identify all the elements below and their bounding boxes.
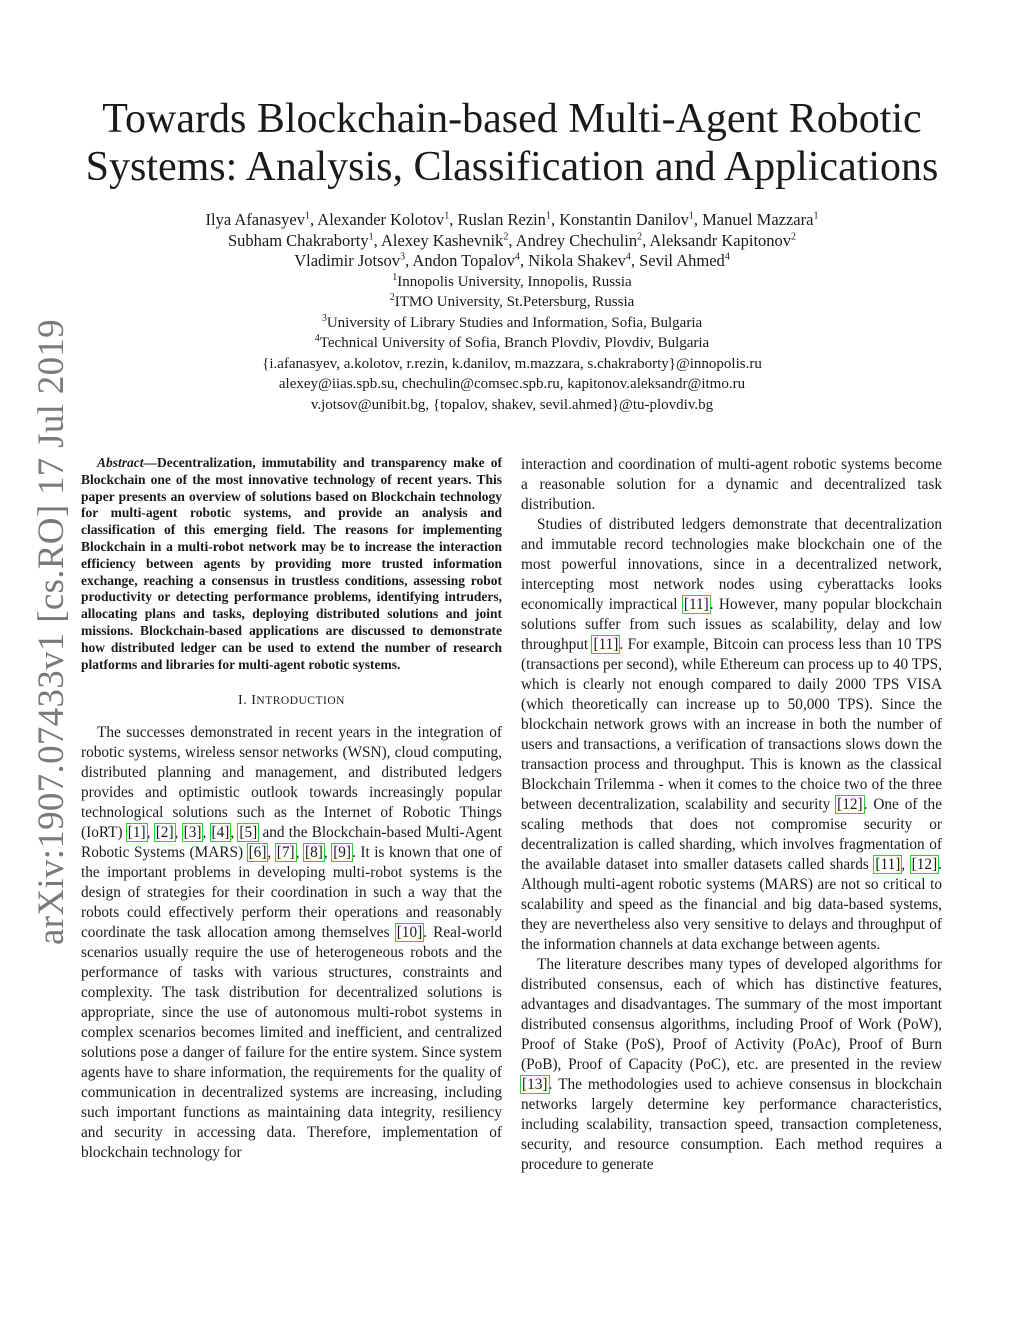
citation-link[interactable]: [13] (522, 1076, 548, 1093)
author-name: Ruslan Rezin (457, 210, 546, 229)
affiliation-mark: 1 (304, 210, 310, 222)
affiliation-mark: 1 (813, 210, 819, 222)
left-column (81, 455, 502, 1163)
citation-link[interactable]: [12] (837, 796, 863, 813)
citation-link[interactable]: [9] (333, 844, 352, 862)
author-name: Subham Chakraborty (227, 230, 369, 250)
citation-link[interactable]: [10] (396, 924, 423, 942)
author-name: Ilya Afanasyev (205, 210, 305, 229)
affiliation-mark: 3 (400, 251, 406, 263)
citation-link[interactable]: [11] (593, 636, 619, 653)
abstract-label: Abstract (97, 455, 144, 470)
author-line-3: Vladimir Jotsov$^3$, Andon Topalov$^4$, Nikola Shakev$^4$, Sevil Ahmed$^4$ (294, 251, 730, 270)
citation-link[interactable]: [12] (911, 856, 938, 873)
title-line-1: Towards Blockchain-based Multi-Agent Robotic (102, 96, 922, 142)
author-name: Alexey Kashevnik (380, 230, 504, 250)
author-block (80, 210, 944, 415)
abstract (81, 455, 502, 673)
author-name: Manuel Mazzara (702, 210, 814, 229)
citation-link[interactable]: [6] (248, 844, 267, 862)
abstract-text: —Decentralization, immutability and transparency make of Blockchain one of the most innovative technology of recent years. This paper presents an overview of solutions based on Blockchain technology for multi-agent robotic systems, and provide an analysis and classification of this emerging field. The reasons for implementing Blockchain in a multi-robot network may be to increase the interaction efficiency between agents by providing more trusted information exchange, reaching a consensus in trustless conditions, assessing robot productivity or detecting performance problems, identifying intruders, allocating plans and tasks, deploying distributed solutions and joint missions. Blockchain-based applications are discussed to demonstrate how distributed ledger can be used to extend the number of research platforms and libraries for multi-agent robotic systems. (81, 455, 502, 672)
citation-link[interactable]: [11] (683, 596, 709, 613)
author-name: Aleksandr Kapitonov (649, 230, 792, 250)
author-line-2: Subham Chakraborty$^1$, Alexey Kashevnik$^2$, Andrey Chechulin$^2$, Aleksandr Kapitonov$^2$ (227, 230, 797, 250)
title-line-2: Systems: Analysis, Classification and Applications (85, 144, 939, 190)
section-heading-introduction: I. INTRODUCTION (238, 693, 345, 709)
citation-link[interactable]: [4] (211, 824, 230, 842)
affiliation-mark: 2 (791, 231, 797, 242)
affiliation-2: $^2$ITMO University, St.Petersburg, Russia (389, 292, 635, 310)
affiliation-mark: 1 (545, 210, 551, 222)
affiliation-mark: 4 (514, 251, 520, 263)
citation-link[interactable]: [2] (155, 824, 174, 842)
author-name: Andrey Chechulin (515, 230, 638, 250)
affiliation-3: $^3$University of Library Studies and Information, Sofia, Bulgaria (321, 312, 703, 331)
author-name: Konstantin Danilov (559, 210, 689, 229)
author-name: Vladimir Jotsov (294, 251, 401, 270)
author-line-1: Ilya Afanasyev$^1$, Alexander Kolotov$^1$, Ruslan Rezin$^1$, Konstantin Danilov$^1$, Manuel Mazzara$^1$ (205, 210, 819, 229)
distributed-ledgers-paragraph: Studies of distributed ledgers demonstrate that decentralization and immutable record technologies make blockchain one of the most powerful innovations, since in a decentralized network, intercepting most network nodes using cyberattacks looks economically impractical [11]. However, many popular blockchain solutions suffer from such issues as scalability, delay and low throughput [11]. For example, Bitcoin can process less than 10 TPS (transactions per second), while Ethereum can process up to 40 TPS, which is clearly not enough compared to daily 2000 TPS VISA (which theoretically can increase up to 50,000 TPS). Since the blockchain network grows with an increase in both the number of users and transactions, a verification of transactions slows down the transaction process and throughput. This is known as the classical Blockchain Trilemma - when it comes to the choice two of the three between decentralization, scalability and security [12]. One of the scaling methods that does not compromise security or decentralization is called sharding, which involves fragmentation of the available dataset into smaller datasets called shards [11], [12]. Although multi-agent robotic systems (MARS) are not so critical to scalability and speed as the financial and big data-based systems, they are nevertheless also very sensitive to delays and throughput of the information channels at data exchange between agents. (521, 516, 942, 953)
citation-link[interactable]: [8] (304, 844, 323, 862)
citation-link[interactable]: [7] (276, 844, 295, 862)
affiliation-mark: 1 (688, 210, 694, 222)
affiliation-mark: 4 (724, 251, 730, 263)
consensus-paragraph: The literature describes many types of developed algorithms for distributed consensus, each of which has distinctive features, advantages and disadvantages. The summary of the most important distributed consensus algorithms, including Proof of Work (PoW), Proof of Stake (PoS), Proof of Activity (PoAc), Proof of Burn (PoB), Proof of Capacity (PoC), etc. are presented in the review [13]. The methodologies used to achieve consensus in blockchain networks largely determine key performance characteristics, including scalability, transaction speed, transaction completeness, security, and resource consumption. Each method requires a procedure to generate (521, 956, 942, 1173)
author-name: Sevil Ahmed (639, 251, 725, 270)
email-line-2: alexey@iias.spb.su, chechulin@comsec.spb.ru, kapitonov.aleksandr@itmo.ru (278, 376, 746, 392)
author-name: Alexander Kolotov (317, 210, 445, 229)
email-line-1: {i.afanasyev, a.kolotov, r.rezin, k.danilov, m.mazzara, s.chakraborty}@innopolis.ru (262, 355, 762, 372)
arxiv-identifier: arXiv:1907.07433v1 [cs.RO] 17 Jul 2019 (31, 319, 72, 945)
email-line-3: v.jotsov@unibit.bg, {topalov, shakev, sevil.ahmed}@tu-plovdiv.bg (310, 396, 714, 413)
continued-paragraph: interaction and coordination of multi-agent robotic systems become a reasonable solution for a dynamic and decentralized task distribution. (521, 456, 942, 513)
author-name: Nikola Shakev (528, 251, 626, 270)
intro-paragraph: The successes demonstrated in recent years in the integration of robotic systems, wireless sensor networks (WSN), cloud computing, distributed planning and management, and distributed ledgers provides and optimistic outlook towards increasingly popular technological solutions such as the Internet of Robotic Things (IoRT) [1], [2], [3], [4], [5] and the Blockchain-based Multi-Agent Robotic Systems (MARS) [6], [7], [8], [9]. It is known that one of the important problems in developing multi-robot systems is the design of strategies for their coordination in such a way that the robots could effectively perform their operations and reasonably coordinate the task allocation among themselves [10]. Real-world scenarios usually require the use of heterogeneous robots and the performance of tasks with various structures, constraints and complexity. The task distribution for decentralized solutions is appropriate, since the use of autonomous multi-robot systems in complex scenarios becomes limited and inefficient, and centralized solutions pose a danger of failure for the entire system. Since system agents have to share information, the requirements for the quality of communication in decentralized systems are increasing, including such important functions as maintaining data integrity, resiliency and security in accessing data. Therefore, implementation of blockchain technology for (81, 724, 503, 1162)
citation-link[interactable]: [11] (875, 856, 901, 873)
author-name: Andon Topalov (412, 251, 515, 270)
right-column (521, 455, 942, 1175)
citation-link[interactable]: [5] (239, 824, 258, 842)
affiliation-4: $^4$Technical University of Sofia, Branch Plovdiv, Plovdiv, Bulgaria (314, 333, 710, 351)
paper-title (60, 95, 964, 191)
affiliation-mark: 1 (444, 210, 450, 222)
affiliation-mark: 2 (503, 231, 509, 242)
affiliation-mark: 4 (625, 251, 631, 263)
affiliation-mark: 2 (637, 231, 643, 242)
affiliation-1: $^1$Innopolis University, Innopolis, Russia (392, 271, 632, 290)
affiliation-mark: 1 (368, 231, 374, 242)
citation-link[interactable]: [3] (183, 824, 202, 842)
citation-link[interactable]: [1] (127, 824, 146, 842)
